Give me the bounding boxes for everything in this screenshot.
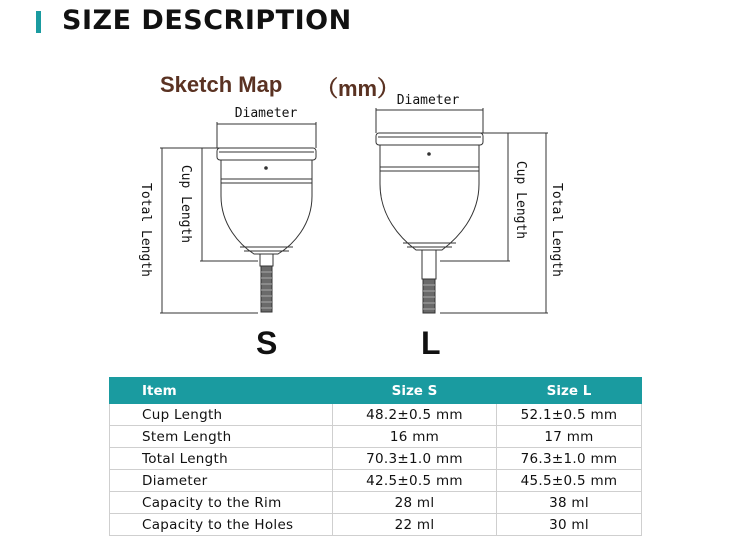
l-diameter-label: Diameter [396,93,460,108]
size-spec-table [109,377,642,536]
row-item: Cup Length [110,404,333,426]
s-diameter-label: Diameter [234,106,298,121]
row-size-l: 17 mm [497,426,642,448]
header-size-s: Size S [333,378,497,404]
row-size-l: 38 ml [497,492,642,514]
row-item: Total Length [110,448,333,470]
row-item: Diameter [110,470,333,492]
row-item: Stem Length [110,426,333,448]
row-size-l: 52.1±0.5 mm [497,404,642,426]
row-size-l: 45.5±0.5 mm [497,470,642,492]
table-row [110,470,642,492]
size-l-label: L [421,325,441,361]
sketch-map-title: Sketch Map [160,72,283,97]
table-header-row [110,378,642,404]
row-item: Capacity to the Holes [110,514,333,536]
row-item: Capacity to the Rim [110,492,333,514]
row-size-s: 70.3±1.0 mm [333,448,497,470]
size-s-label: S [256,325,278,361]
table-row [110,492,642,514]
table-row [110,426,642,448]
s-total-length-label: Total Length [138,183,153,277]
table-row [110,514,642,536]
row-size-l: 30 ml [497,514,642,536]
row-size-s: 48.2±0.5 mm [333,404,497,426]
l-total-length-label: Total Length [549,183,564,277]
table-row [110,404,642,426]
row-size-s: 42.5±0.5 mm [333,470,497,492]
s-cup-length-label: Cup Length [178,164,193,244]
sketch-map-unit: （mm） [316,76,400,101]
table-row [110,448,642,470]
page-title: SIZE DESCRIPTION [62,5,352,36]
header-item: Item [110,378,333,404]
row-size-s: 22 ml [333,514,497,536]
row-size-s: 16 mm [333,426,497,448]
header-size-l: Size L [497,378,642,404]
l-cup-length-label: Cup Length [513,160,528,240]
row-size-s: 28 ml [333,492,497,514]
row-size-l: 76.3±1.0 mm [497,448,642,470]
